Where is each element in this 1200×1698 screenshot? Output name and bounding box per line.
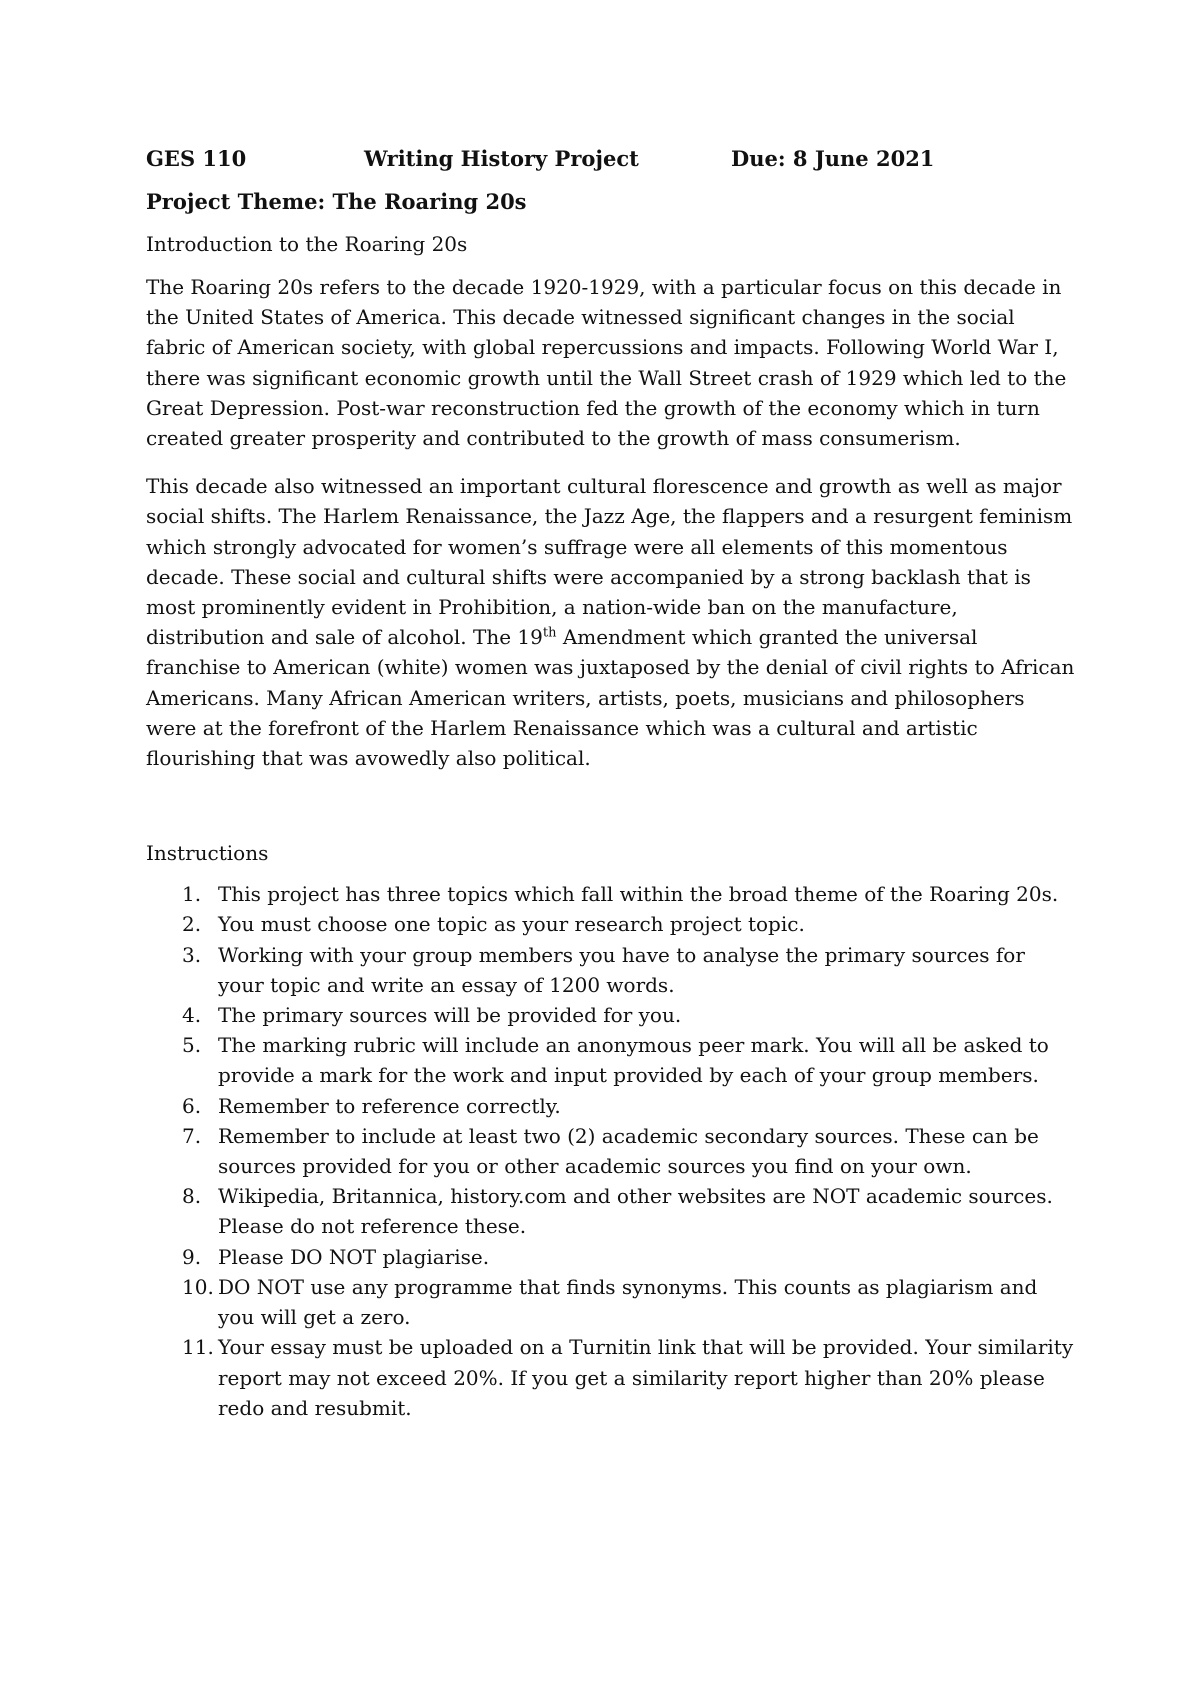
list-item-number: 1. bbox=[182, 882, 202, 907]
list-item-number: 8. bbox=[182, 1184, 202, 1209]
list-item-text: Wikipedia, Britannica, history.com and other websites are NOT academic sources. Please do not reference these. bbox=[218, 1184, 1053, 1239]
list-item-text: Working with your group members you have to analyse the primary sources for your topic and write an essay of 1200 words. bbox=[218, 942, 1025, 997]
intro-paragraph-1: The Roaring 20s refers to the decade 1920-1929, with a particular focus on this decade in the United States of America. This decade witnessed significant changes in the social fabric of American society, with global repercussions and impacts. Following World War I, there was significant economic growth until the Wall Street crash of 1929 which led to the Great Depression. Post-war reconstruction fed the growth of the economy which in turn created greater prosperity and contributed to the growth of mass consumerism. bbox=[146, 275, 1067, 451]
course-code: GES 110 bbox=[146, 146, 247, 171]
list-item-number: 5. bbox=[182, 1033, 202, 1058]
list-item-text: DO NOT use any programme that finds synonyms. This counts as plagiarism and you will get a zero. bbox=[218, 1274, 1038, 1330]
list-item-number: 7. bbox=[182, 1123, 202, 1148]
list-item bbox=[146, 909, 1076, 939]
list-item bbox=[146, 1272, 1076, 1332]
list-item bbox=[146, 940, 1076, 1000]
list-item-text: Remember to reference correctly. bbox=[218, 1093, 561, 1118]
intro-heading: Introduction to the Roaring 20s bbox=[146, 232, 468, 256]
instructions-heading: Instructions bbox=[146, 841, 269, 866]
list-item bbox=[146, 1091, 1076, 1121]
list-item-number: 10. bbox=[182, 1274, 214, 1299]
list-item bbox=[146, 1030, 1076, 1090]
list-item-text: This project has three topics which fall within the broad theme of the Roaring 20s. bbox=[218, 882, 1059, 907]
list-item-text: Remember to include at least two (2) academic secondary sources. These can be sources provided for you or other academic sources you find on your own. bbox=[218, 1123, 1039, 1179]
paragraph-2-text-end: Amendment which granted the universal franchise to American (white) women was juxtaposed by the denial of civil rights to African Americans. Many African American writers, artists, poets, musicians and philosophers were at the forefront of the Harlem Renaissance which was a cultural and artistic flourishing that was avowedly also political. bbox=[146, 625, 1075, 771]
list-item-number: 2. bbox=[182, 912, 202, 937]
list-item-number: 4. bbox=[182, 1003, 202, 1028]
due-date: Due: 8 June 2021 bbox=[731, 146, 935, 171]
list-item-text: Your essay must be uploaded on a Turnitin link that will be provided. Your similarity report may not exceed 20%. If you get a similarity report higher than 20% please redo and resubmit. bbox=[218, 1335, 1074, 1420]
instructions-list bbox=[146, 879, 1076, 1423]
list-item bbox=[146, 1242, 1076, 1272]
list-item bbox=[146, 1121, 1076, 1181]
project-theme: Project Theme: The Roaring 20s bbox=[146, 189, 527, 214]
list-item bbox=[146, 879, 1076, 909]
ordinal-superscript: th bbox=[542, 625, 557, 641]
document-header bbox=[146, 140, 1076, 180]
list-item-text: Please DO NOT plagiarise. bbox=[218, 1244, 490, 1269]
list-item-text: You must choose one topic as your research project topic. bbox=[218, 912, 805, 937]
list-item bbox=[146, 1181, 1076, 1241]
project-title: Writing History Project bbox=[364, 146, 639, 171]
list-item bbox=[146, 1000, 1076, 1030]
list-item bbox=[146, 1332, 1076, 1423]
document-page bbox=[146, 140, 1076, 1423]
list-item-text: The primary sources will be provided for you. bbox=[218, 1003, 682, 1028]
paragraph-2-text-start: This decade also witnessed an important cultural florescence and growth as well as major social shifts. The Harlem Renaissance, the Jazz Age, the flappers and a resurgent feminism which strongly advocated for women’s suffrage were all elements of this momentous decade. These social and cultural shifts were accompanied by a strong backlash that is most prominently evident in Prohibition, a nation-wide ban on the manufacture, distribution and sale of alcohol. The 19 bbox=[146, 474, 1073, 650]
list-item-number: 6. bbox=[182, 1093, 202, 1118]
list-item-number: 11. bbox=[182, 1335, 214, 1360]
list-item-number: 3. bbox=[182, 942, 202, 967]
list-item-number: 9. bbox=[182, 1244, 202, 1269]
list-item-text: The marking rubric will include an anonymous peer mark. You will all be asked to provide a mark for the work and input provided by each of your group members. bbox=[218, 1033, 1049, 1088]
intro-paragraph-2 bbox=[146, 471, 1076, 773]
